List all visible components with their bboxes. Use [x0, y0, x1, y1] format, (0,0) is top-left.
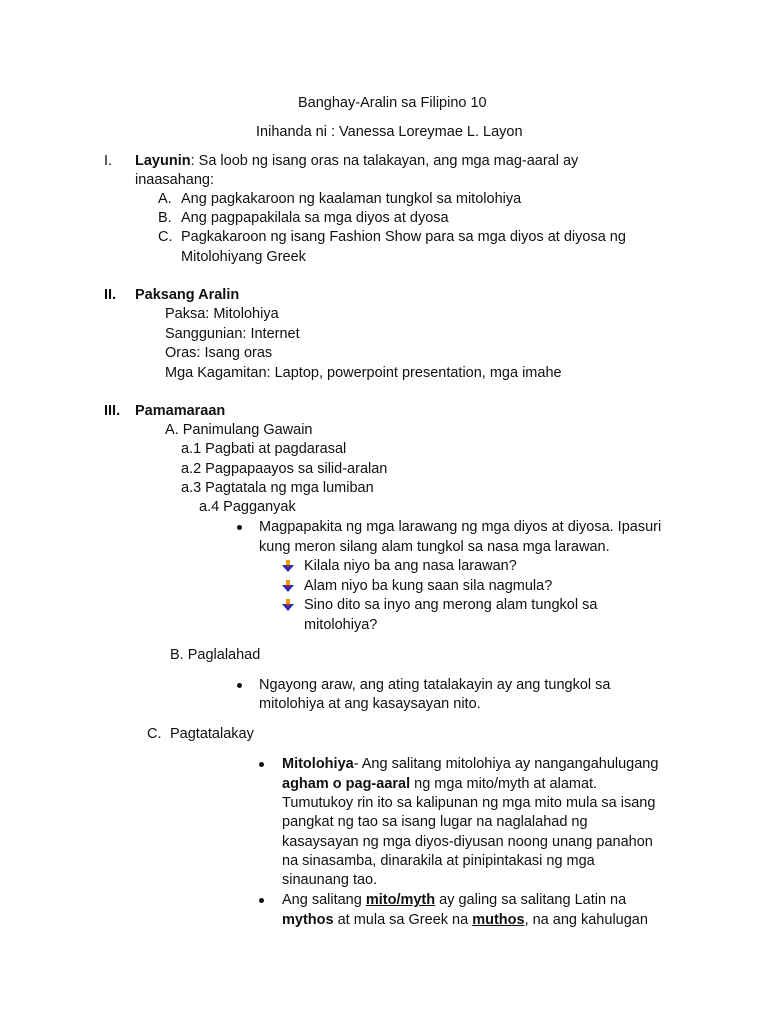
- paragraph-line: na sinasamba, dinarakila at pinipintakasi ng mga: [282, 853, 595, 869]
- sub-item: a.2 Pagpapaayos sa silid-aralan: [181, 461, 388, 477]
- bullet-text: Magpapakita ng mga larawang ng mga diyos at diyosa. Ipasuri: [259, 519, 662, 535]
- bullet-icon: [259, 762, 264, 767]
- sub-item: a.3 Pagtatala ng mga lumiban: [181, 480, 374, 496]
- bullet-icon: [237, 683, 242, 688]
- paragraph-line: Tumutukoy rin ito sa kalipunan ng mga mito mula sa isang: [282, 795, 656, 811]
- term: mythos: [282, 912, 334, 928]
- list-item: Ang pagkakaroon ng kaalaman tungkol sa mitolohiya: [181, 191, 522, 207]
- sub-item: a.1 Pagbati at pagdarasal: [181, 441, 347, 457]
- section-numeral: I.: [104, 153, 113, 169]
- paragraph-line: sinaunang tao.: [282, 872, 378, 888]
- subsection-heading: A. Panimulang Gawain: [165, 422, 313, 438]
- text: - Ang salitang mitolohiya ay nangangahulugang: [353, 756, 659, 772]
- bullet-text: Ngayong araw, ang ating tatalakayin ay ang tungkol sa: [259, 677, 611, 693]
- section-line: Mga Kagamitan: Laptop, powerpoint presentation, mga imahe: [165, 365, 562, 381]
- paragraph-line: kasaysayan ng mga diyos-diyusan noong unang panahon: [282, 834, 653, 850]
- section-text: : Sa loob ng isang oras na talakayan, ang mga mag-aaral ay: [190, 153, 579, 169]
- bullet-text: kung meron silang alam tungkol sa nasa mga larawan.: [259, 539, 610, 555]
- term: mito/myth: [365, 892, 436, 908]
- paragraph-line: pangkat ng tao sa isang lugar na naglalahad ng: [282, 814, 588, 830]
- list-item-letter: A.: [158, 191, 172, 207]
- question-item: Sino dito sa inyo ang merong alam tungkol sa: [304, 597, 598, 613]
- paragraph-line: [282, 775, 597, 794]
- author-line: Inihanda ni : Vanessa Loreymae L. Layon: [256, 124, 523, 140]
- term: agham o pag-aaral: [282, 776, 411, 792]
- document-title: Banghay-Aralin sa Filipino 10: [298, 95, 487, 111]
- term: muthos: [472, 912, 525, 928]
- bullet-icon: [259, 898, 264, 903]
- subsection-letter: C.: [147, 726, 162, 742]
- question-item: Kilala niyo ba ang nasa larawan?: [304, 558, 517, 574]
- bullet-icon: [237, 525, 242, 530]
- sub-item: a.4 Pagganyak: [199, 499, 296, 515]
- section-heading: Layunin: [135, 153, 191, 169]
- text: , na ang kahulugan: [524, 912, 648, 928]
- list-item-letter: C.: [158, 229, 173, 245]
- paragraph-line: [282, 911, 648, 930]
- section-heading: Paksang Aralin: [135, 287, 240, 303]
- text: ng mga mito/myth at alamat.: [410, 776, 598, 792]
- text: at mula sa Greek na: [333, 912, 473, 928]
- bullet-text: mitolohiya at ang kasaysayan nito.: [259, 696, 481, 712]
- paragraph-line: [282, 891, 626, 910]
- list-item: Ang pagpapakilala sa mga diyos at dyosa: [181, 210, 449, 226]
- section-line: Oras: Isang oras: [165, 345, 273, 361]
- arrow-bullet-icon: [282, 560, 294, 572]
- section-line: Sanggunian: Internet: [165, 326, 300, 342]
- section-numeral: II.: [104, 287, 117, 303]
- paragraph-line: [282, 755, 658, 774]
- subsection-heading: B. Paglalahad: [170, 647, 261, 663]
- section-numeral: III.: [104, 403, 121, 419]
- section-1-heading-line: [135, 152, 578, 171]
- list-item: Mitolohiyang Greek: [181, 249, 306, 265]
- section-heading: Pamamaraan: [135, 403, 226, 419]
- question-item: Alam niyo ba kung saan sila nagmula?: [304, 578, 553, 594]
- text: ay galing sa salitang Latin na: [435, 892, 627, 908]
- arrow-bullet-icon: [282, 580, 294, 592]
- text: Ang salitang: [282, 892, 366, 908]
- list-item: Pagkakaroon ng isang Fashion Show para sa mga diyos at diyosa ng: [181, 229, 626, 245]
- list-item-letter: B.: [158, 210, 172, 226]
- question-item: mitolohiya?: [304, 617, 378, 633]
- section-text: inaasahang:: [135, 172, 215, 188]
- section-line: Paksa: Mitolohiya: [165, 306, 279, 322]
- subsection-heading: Pagtatalakay: [170, 726, 254, 742]
- term: Mitolohiya: [282, 756, 354, 772]
- arrow-bullet-icon: [282, 599, 294, 611]
